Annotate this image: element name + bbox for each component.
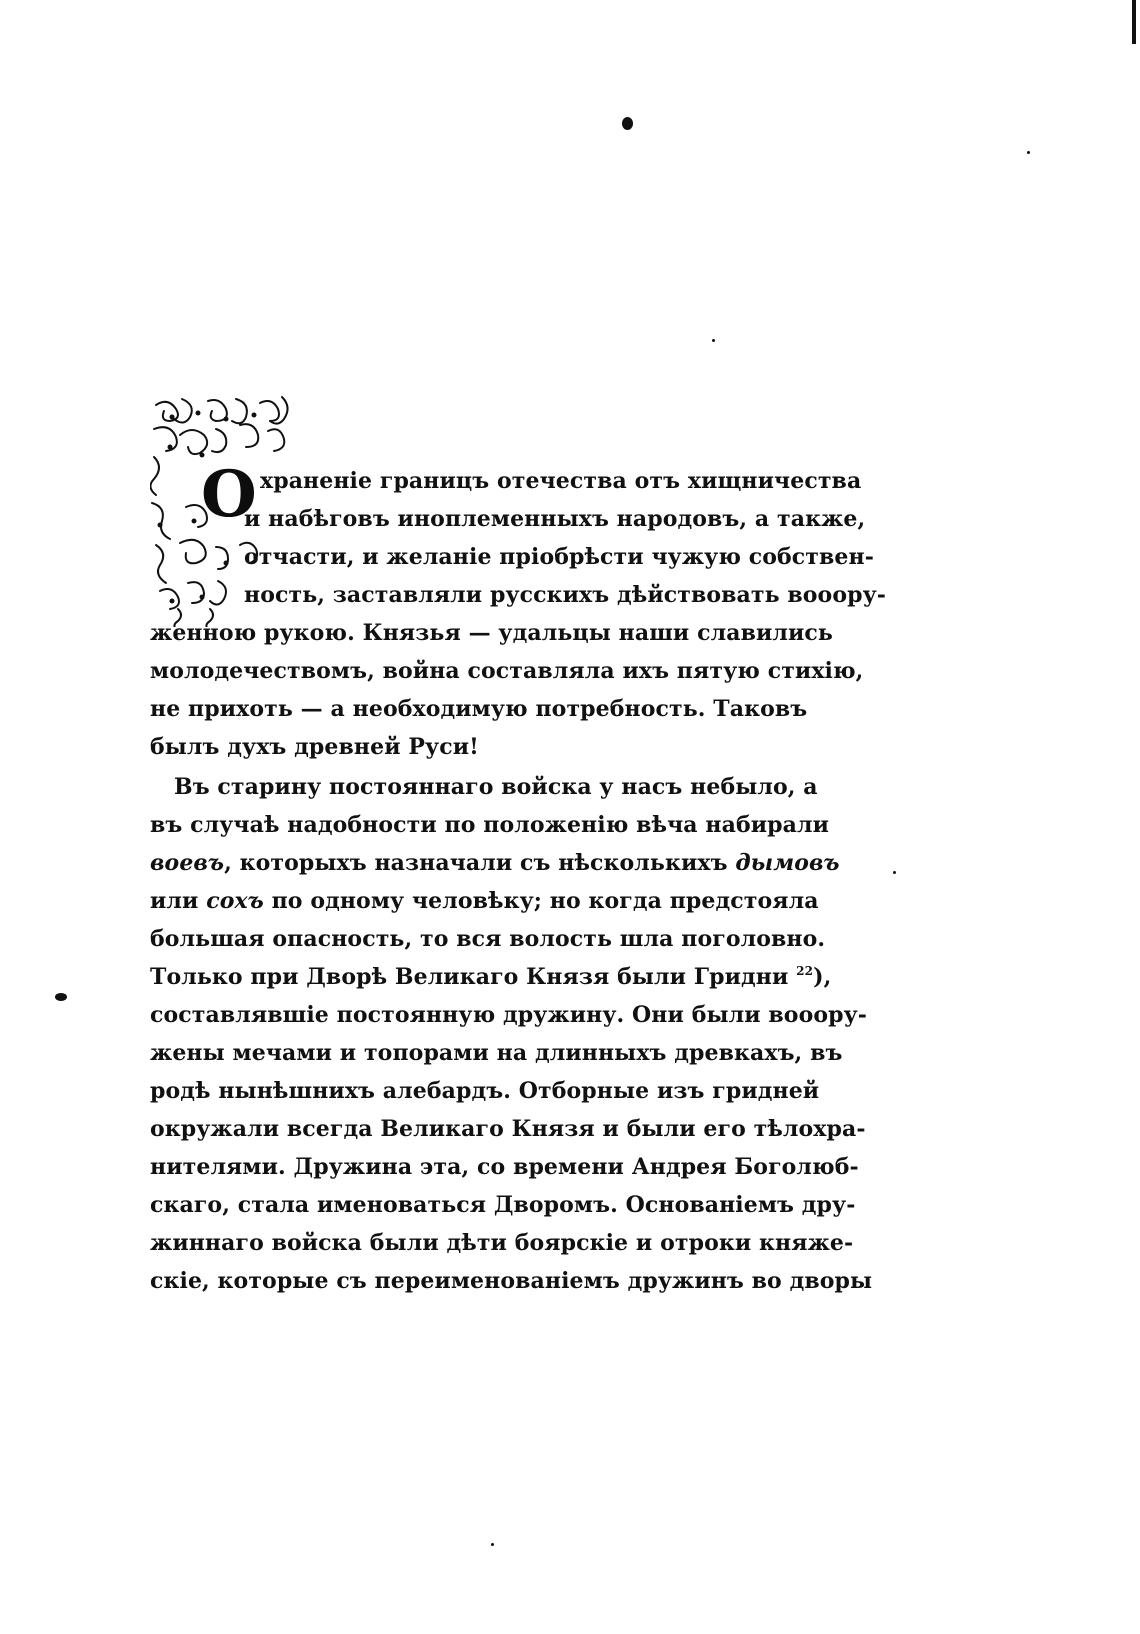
text-line-12-lead: или: [150, 888, 199, 914]
text-line-2: и набѣговъ иноплеменныхъ народовъ, а также,: [244, 506, 866, 532]
text-line-12-body: по одному человѣку; но когда предстояла: [271, 888, 819, 914]
ink-speck: [712, 339, 715, 342]
text-line-1: храненіе границъ отечества отъ хищничества: [260, 468, 862, 494]
footnote-ref[interactable]: 22: [796, 964, 814, 978]
text-line-11: воевъ, которыхъ назначали съ нѣсколькихъ дымовъ: [150, 850, 840, 876]
text-line-7: не прихоть — а необходимую потребность. Таковъ: [150, 696, 808, 722]
italic-term-dymov: дымовъ: [735, 850, 840, 876]
text-line-6: молодечествомъ, война составляла ихъ пятую стихію,: [150, 658, 864, 684]
ink-speck: [491, 1543, 494, 1546]
text-line-3: отчасти, и желаніе пріобрѣсти чужую собствен-: [244, 544, 874, 570]
text-line-20: скаго, стала именоваться Дворомъ. Основаніемъ дру-: [150, 1192, 856, 1218]
italic-term-voev: воевъ: [150, 850, 225, 876]
ink-speck: [893, 871, 896, 874]
text-line-16: жены мечами и топорами на длинныхъ древкахъ, въ: [150, 1040, 843, 1066]
text-line-22: скіе, которые съ переименованіемъ дружинъ во дворы: [150, 1268, 873, 1294]
text-line-21: жиннаго войска были дѣти боярскіе и отроки княже-: [150, 1230, 854, 1256]
text-line-9: Въ старину постояннаго войска у насъ небыло, а: [174, 774, 818, 800]
footnote-close: ): [813, 964, 824, 990]
text-line-14-body: Только при Дворѣ Великаго Князя были Гридни: [150, 964, 789, 990]
text-line-10: въ случаѣ надобности по положенію вѣча набирали: [150, 812, 830, 838]
text-line-18: окружали всегда Великаго Князя и были его тѣлохра-: [150, 1116, 866, 1142]
text-line-5: женною рукою. Князья — удальцы наши славились: [150, 620, 833, 646]
text-line-8: былъ духъ древней Руси!: [150, 734, 479, 760]
text-line-17: родѣ нынѣшнихъ алебардъ. Отборные изъ гридней: [150, 1078, 820, 1104]
text-line-19: нителями. Дружина эта, со времени Андрея Боголюб-: [150, 1154, 859, 1180]
text-line-13: большая опасность, то вся волость шла поголовно.: [150, 926, 826, 952]
text-line-11-body: которыхъ назначали съ нѣсколькихъ: [239, 850, 728, 876]
drop-cap-letter: О: [201, 457, 257, 532]
text-line-15: составлявшіе постоянную дружину. Они были вооору-: [150, 1002, 868, 1028]
ink-speck: [1027, 151, 1030, 154]
text-line-14: Только при Дворѣ Великаго Князя были Гридни $^{22}$),: [150, 964, 832, 990]
text-line-4: ность, заставляли русскихъ дѣйствовать вооору-: [244, 582, 886, 608]
ink-speck: [622, 117, 633, 130]
text-line-12: [150, 881, 819, 921]
italic-term-soh: сохъ: [206, 888, 264, 914]
scan-edge-mark: [1132, 0, 1136, 44]
ink-speck: [55, 993, 67, 1001]
